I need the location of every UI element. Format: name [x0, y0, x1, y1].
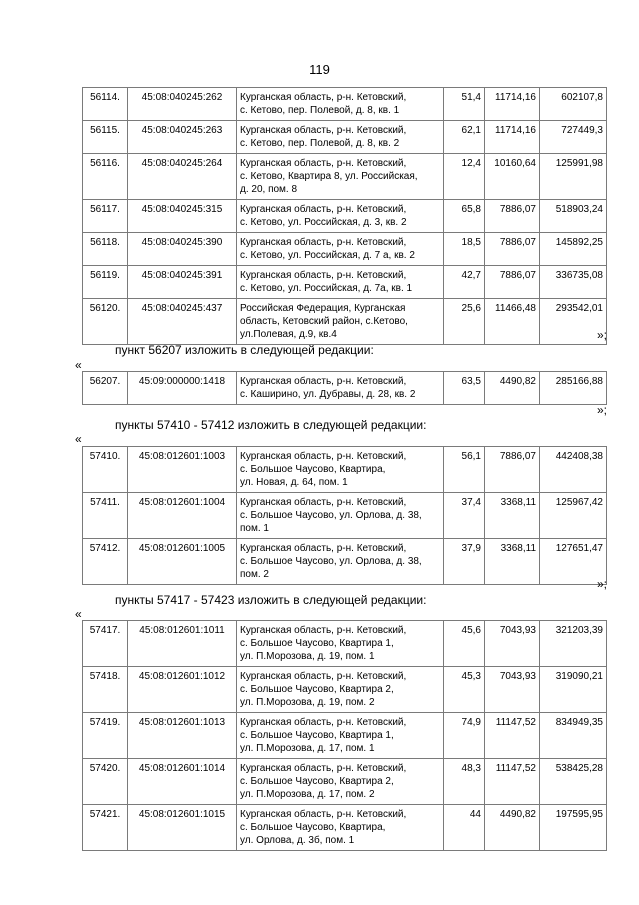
total-value-cell: 538425,28 [540, 759, 607, 805]
table-row [83, 372, 607, 405]
table-row [83, 805, 607, 851]
address-cell: Курганская область, р-н. Кетовский, с. Кетово, ул. Российская, д. 3, кв. 2 [237, 200, 444, 233]
table-row [83, 493, 607, 539]
total-value-cell: 602107,8 [540, 88, 607, 121]
cadastral-number-cell: 45:08:040245:437 [128, 299, 237, 345]
area-value-cell: 37,4 [444, 493, 485, 539]
table-row [83, 539, 607, 585]
address-cell: Курганская область, р-н. Кетовский, с. Большое Чаусово, Квартира 1, ул. П.Морозова, д. 19, пом. 1 [237, 621, 444, 667]
table-row [83, 233, 607, 266]
total-value-cell: 145892,25 [540, 233, 607, 266]
row-number-cell: 57418. [83, 667, 128, 713]
property-table-3 [82, 446, 607, 585]
area-value-cell: 12,4 [444, 154, 485, 200]
unit-price-cell: 7886,07 [485, 266, 540, 299]
address-cell: Курганская область, р-н. Кетовский, с. Большое Чаусово, ул. Орлова, д. 38, пом. 2 [237, 539, 444, 585]
cadastral-number-cell: 45:08:012601:1011 [128, 621, 237, 667]
total-value-cell: 127651,47 [540, 539, 607, 585]
cadastral-number-cell: 45:08:012601:1014 [128, 759, 237, 805]
unit-price-cell: 3368,11 [485, 493, 540, 539]
table-row [83, 154, 607, 200]
table-row [83, 121, 607, 154]
property-table-1 [82, 87, 607, 345]
row-number-cell: 57411. [83, 493, 128, 539]
property-table-4 [82, 620, 607, 851]
total-value-cell: 125991,98 [540, 154, 607, 200]
unit-price-cell: 7886,07 [485, 447, 540, 493]
area-value-cell: 18,5 [444, 233, 485, 266]
row-number-cell: 57410. [83, 447, 128, 493]
closing-quote: »; [596, 577, 607, 591]
cadastral-number-cell: 45:08:012601:1005 [128, 539, 237, 585]
opening-quote: « [75, 432, 82, 446]
address-cell: Курганская область, р-н. Кетовский, с. Большое Чаусово, Квартира 1, ул. П.Морозова, д. 17, пом. 1 [237, 713, 444, 759]
unit-price-cell: 7043,93 [485, 621, 540, 667]
row-number-cell: 57420. [83, 759, 128, 805]
address-cell: Курганская область, р-н. Кетовский, с. Большое Чаусово, Квартира, ул. Орлова, д. 3б, пом. 1 [237, 805, 444, 851]
area-value-cell: 48,3 [444, 759, 485, 805]
total-value-cell: 197595,95 [540, 805, 607, 851]
opening-quote: « [75, 358, 82, 372]
row-number-cell: 56207. [83, 372, 128, 405]
address-cell: Курганская область, р-н. Кетовский, с. Большое Чаусово, Квартира 2, ул. П.Морозова, д. 19, пом. 2 [237, 667, 444, 713]
table-row [83, 266, 607, 299]
address-cell: Курганская область, р-н. Кетовский, с. Кетово, ул. Российская, д. 7а, кв. 1 [237, 266, 444, 299]
total-value-cell: 336735,08 [540, 266, 607, 299]
row-number-cell: 56119. [83, 266, 128, 299]
row-number-cell: 56117. [83, 200, 128, 233]
closing-quote: »; [596, 403, 607, 417]
row-number-cell: 57417. [83, 621, 128, 667]
total-value-cell: 518903,24 [540, 200, 607, 233]
area-value-cell: 25,6 [444, 299, 485, 345]
unit-price-cell: 4490,82 [485, 805, 540, 851]
unit-price-cell: 4490,82 [485, 372, 540, 405]
total-value-cell: 442408,38 [540, 447, 607, 493]
area-value-cell: 56,1 [444, 447, 485, 493]
total-value-cell: 834949,35 [540, 713, 607, 759]
area-value-cell: 45,6 [444, 621, 485, 667]
area-value-cell: 44 [444, 805, 485, 851]
table-row [83, 299, 607, 345]
address-cell: Курганская область, р-н. Кетовский, с. Кетово, пер. Полевой, д. 8, кв. 2 [237, 121, 444, 154]
unit-price-cell: 7886,07 [485, 200, 540, 233]
cadastral-number-cell: 45:08:012601:1015 [128, 805, 237, 851]
address-cell: Российская Федерация, Курганская область, Кетовский район, с.Кетово, ул.Полевая, д.9, кв.4 [237, 299, 444, 345]
closing-quote: »; [596, 328, 607, 342]
cadastral-number-cell: 45:08:040245:391 [128, 266, 237, 299]
row-number-cell: 57419. [83, 713, 128, 759]
cadastral-number-cell: 45:08:040245:263 [128, 121, 237, 154]
address-cell: Курганская область, р-н. Кетовский, с. Кетово, пер. Полевой, д. 8, кв. 1 [237, 88, 444, 121]
cadastral-number-cell: 45:08:012601:1003 [128, 447, 237, 493]
table-row [83, 759, 607, 805]
instruction-text: пункт 56207 изложить в следующей редакции: [115, 343, 374, 357]
cadastral-number-cell: 45:08:040245:262 [128, 88, 237, 121]
row-number-cell: 57412. [83, 539, 128, 585]
address-cell: Курганская область, р-н. Кетовский, с. Каширино, ул. Дубравы, д. 28, кв. 2 [237, 372, 444, 405]
unit-price-cell: 11714,16 [485, 121, 540, 154]
area-value-cell: 74,9 [444, 713, 485, 759]
table-row [83, 88, 607, 121]
unit-price-cell: 10160,64 [485, 154, 540, 200]
cadastral-number-cell: 45:08:040245:390 [128, 233, 237, 266]
total-value-cell: 293542,01 [540, 299, 607, 345]
row-number-cell: 56120. [83, 299, 128, 345]
address-cell: Курганская область, р-н. Кетовский, с. Большое Чаусово, Квартира 2, ул. П.Морозова, д. 17, пом. 2 [237, 759, 444, 805]
area-value-cell: 62,1 [444, 121, 485, 154]
total-value-cell: 125967,42 [540, 493, 607, 539]
unit-price-cell: 11714,16 [485, 88, 540, 121]
cadastral-number-cell: 45:09:000000:1418 [128, 372, 237, 405]
cadastral-number-cell: 45:08:012601:1013 [128, 713, 237, 759]
cadastral-number-cell: 45:08:012601:1004 [128, 493, 237, 539]
total-value-cell: 285166,88 [540, 372, 607, 405]
table-row [83, 667, 607, 713]
instruction-text: пункты 57410 - 57412 изложить в следующей редакции: [115, 418, 427, 432]
cadastral-number-cell: 45:08:012601:1012 [128, 667, 237, 713]
address-cell: Курганская область, р-н. Кетовский, с. Кетово, ул. Российская, д. 7 а, кв. 2 [237, 233, 444, 266]
table-row [83, 713, 607, 759]
total-value-cell: 319090,21 [540, 667, 607, 713]
table-row [83, 621, 607, 667]
row-number-cell: 56115. [83, 121, 128, 154]
total-value-cell: 727449,3 [540, 121, 607, 154]
unit-price-cell: 3368,11 [485, 539, 540, 585]
page-number: 119 [309, 62, 330, 77]
instruction-text: пункты 57417 - 57423 изложить в следующей редакции: [115, 593, 427, 607]
address-cell: Курганская область, р-н. Кетовский, с. Большое Чаусово, Квартира, ул. Новая, д. 64, пом. 1 [237, 447, 444, 493]
opening-quote: « [75, 607, 82, 621]
cadastral-number-cell: 45:08:040245:315 [128, 200, 237, 233]
row-number-cell: 56116. [83, 154, 128, 200]
area-value-cell: 51,4 [444, 88, 485, 121]
address-cell: Курганская область, р-н. Кетовский, с. Большое Чаусово, ул. Орлова, д. 38, пом. 1 [237, 493, 444, 539]
area-value-cell: 45,3 [444, 667, 485, 713]
cadastral-number-cell: 45:08:040245:264 [128, 154, 237, 200]
unit-price-cell: 11147,52 [485, 713, 540, 759]
area-value-cell: 63,5 [444, 372, 485, 405]
address-cell: Курганская область, р-н. Кетовский, с. Кетово, Квартира 8, ул. Российская, д. 20, пом. 8 [237, 154, 444, 200]
unit-price-cell: 7043,93 [485, 667, 540, 713]
area-value-cell: 65,8 [444, 200, 485, 233]
unit-price-cell: 11147,52 [485, 759, 540, 805]
property-table-2 [82, 371, 607, 405]
total-value-cell: 321203,39 [540, 621, 607, 667]
table-row [83, 447, 607, 493]
row-number-cell: 56118. [83, 233, 128, 266]
unit-price-cell: 7886,07 [485, 233, 540, 266]
area-value-cell: 37,9 [444, 539, 485, 585]
table-row [83, 200, 607, 233]
row-number-cell: 57421. [83, 805, 128, 851]
row-number-cell: 56114. [83, 88, 128, 121]
unit-price-cell: 11466,48 [485, 299, 540, 345]
area-value-cell: 42,7 [444, 266, 485, 299]
